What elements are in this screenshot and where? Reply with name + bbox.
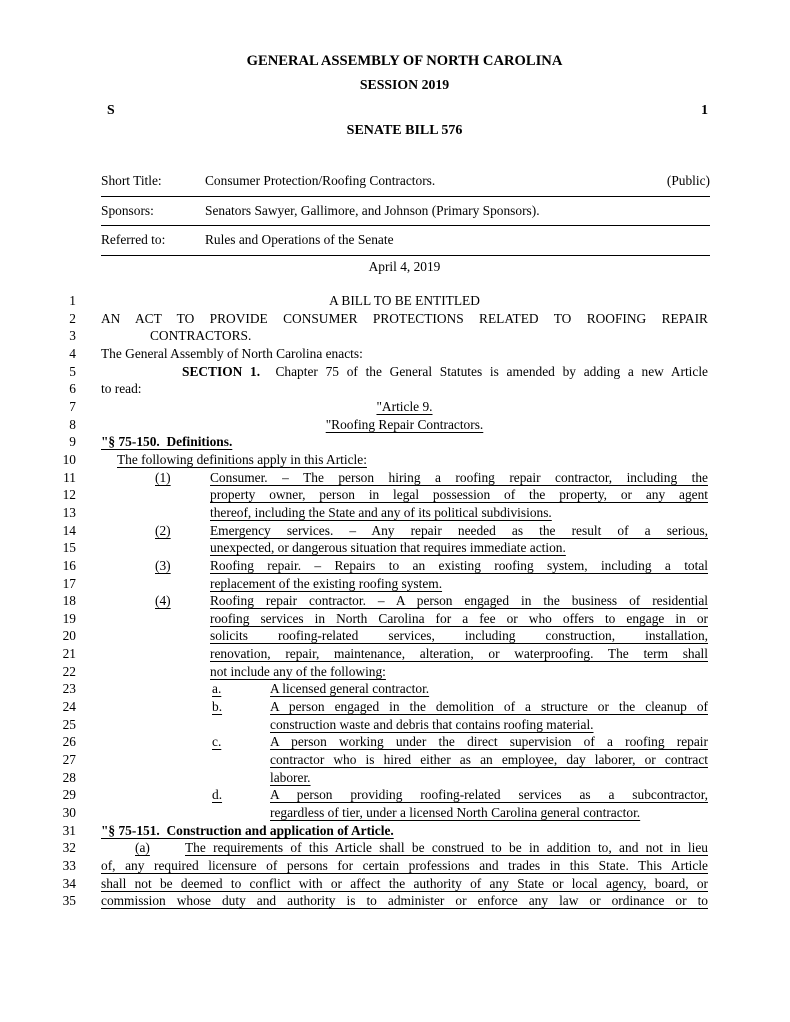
line-text	[210, 504, 708, 522]
line-number: 24	[62, 699, 76, 715]
line-text	[210, 645, 708, 663]
info-value: Rules and Operations of the Senate	[205, 232, 394, 248]
body-line	[0, 363, 790, 381]
body-line	[0, 769, 790, 787]
item-label: (3)	[155, 557, 171, 573]
item-label: b.	[212, 699, 223, 715]
assembly-title: GENERAL ASSEMBLY OF NORTH CAROLINA	[246, 53, 563, 69]
text-segment: regardless of tier, under a licensed North Carolina general contractor.	[270, 805, 641, 821]
text-segment: laborer.	[270, 769, 311, 785]
line-text	[210, 557, 708, 575]
line-number: 6	[69, 381, 76, 397]
text-segment: "§ 75-150. Definitions.	[101, 434, 233, 450]
line-text	[270, 786, 708, 804]
page-number: 1	[701, 102, 708, 117]
line-text	[101, 310, 708, 328]
line-text	[101, 857, 708, 875]
line-text	[210, 469, 708, 487]
line-number: 28	[62, 769, 76, 785]
line-number: 33	[62, 858, 76, 873]
text-segment: roofing services in North Carolina for a fee or who offers to engage in or	[210, 610, 708, 626]
line-text	[101, 892, 708, 910]
body-line	[0, 310, 790, 328]
body-line	[0, 504, 790, 522]
item-label: a.	[212, 681, 222, 697]
text-segment: Emergency services. – Any repair needed as the result of a serious,	[210, 522, 708, 538]
line-text	[117, 451, 708, 469]
text-segment: The requirements of this Article shall be construed to be in addition to, and not in lieu	[185, 840, 708, 856]
line-number: 35	[62, 893, 76, 909]
item-label: (2)	[155, 522, 171, 538]
info-row-sponsors	[101, 197, 710, 227]
line-number: 4	[69, 345, 76, 361]
body-line	[0, 398, 790, 416]
line-number: 25	[62, 716, 76, 732]
text-segment: The General Assembly of North Carolina enacts:	[101, 345, 363, 361]
line-number: 22	[62, 663, 76, 679]
line-number: 30	[62, 805, 76, 821]
info-value: Consumer Protection/Roofing Contractors.	[205, 173, 436, 189]
line-text	[210, 627, 708, 645]
line-text	[210, 539, 708, 557]
body-line	[0, 892, 790, 910]
line-number: 18	[62, 593, 76, 609]
line-text	[101, 433, 708, 451]
text-segment: to read:	[101, 381, 142, 397]
body-line	[0, 839, 790, 857]
text-segment: A BILL TO BE ENTITLED	[329, 293, 480, 308]
info-row-short-title	[101, 167, 710, 197]
body-line	[0, 804, 790, 822]
body-line	[0, 875, 790, 893]
line-number: 1	[69, 293, 76, 308]
info-label: Sponsors:	[101, 202, 154, 218]
line-number: 2	[69, 310, 76, 326]
line-number: 29	[62, 787, 76, 803]
line-number: 11	[63, 469, 76, 485]
text-segment: "Roofing Repair Contractors.	[325, 416, 484, 432]
line-text	[101, 822, 708, 840]
body-line	[0, 469, 790, 487]
line-text	[210, 575, 708, 593]
line-text	[150, 327, 708, 345]
body-line	[0, 575, 790, 593]
text-segment: CONTRACTORS.	[150, 328, 252, 344]
info-table	[101, 167, 710, 256]
text-segment: AN ACT TO PROVIDE CONSUMER PROTECTIONS RELATED TO ROOFING REPAIR	[101, 310, 708, 326]
text-segment: The following definitions apply in this Article:	[117, 451, 367, 467]
body-line	[0, 857, 790, 875]
line-text	[101, 416, 708, 434]
info-row-referred-to	[101, 226, 710, 256]
line-text	[101, 398, 708, 416]
line-text	[185, 839, 708, 857]
line-text	[101, 875, 708, 893]
body-line	[0, 698, 790, 716]
bill-body	[0, 292, 790, 910]
line-number: 12	[62, 487, 76, 503]
chamber-letter: S	[107, 102, 115, 117]
body-line	[0, 592, 790, 610]
info-value: Senators Sawyer, Gallimore, and Johnson (Primary Sponsors).	[205, 202, 540, 218]
text-segment: thereof, including the State and any of its political subdivisions.	[210, 504, 552, 520]
line-number: 19	[62, 610, 76, 626]
session-title: SESSION 2019	[359, 77, 450, 92]
line-number: 5	[69, 363, 76, 379]
line-text	[210, 592, 708, 610]
item-label: c.	[212, 734, 222, 750]
line-number: 13	[62, 504, 76, 520]
line-text	[270, 751, 708, 769]
body-line	[0, 645, 790, 663]
line-number: 10	[62, 451, 76, 467]
body-line	[0, 451, 790, 469]
line-number: 23	[62, 681, 76, 697]
line-number: 8	[69, 416, 76, 432]
line-number: 26	[62, 734, 76, 750]
line-text	[182, 363, 708, 381]
body-line	[0, 680, 790, 698]
line-text	[270, 769, 708, 787]
line-text	[101, 345, 708, 363]
body-line	[0, 327, 790, 345]
text-segment: of, any required licensure of persons for certain professions and trades in this State. This Article	[101, 858, 708, 873]
body-line	[0, 557, 790, 575]
item-label: (1)	[155, 469, 171, 485]
line-text	[210, 610, 708, 628]
text-segment: SECTION 1.	[182, 363, 261, 379]
line-number: 32	[62, 840, 76, 856]
body-line	[0, 751, 790, 769]
text-segment: commission whose duty and authority is to administer or enforce any law or ordinance or to	[101, 893, 708, 909]
text-segment: property owner, person in legal possession of the property, or any agent	[210, 487, 708, 503]
line-number: 7	[69, 398, 76, 414]
body-line	[0, 716, 790, 734]
text-segment: Roofing repair contractor. – A person engaged in the business of residential	[210, 593, 708, 609]
text-segment: construction waste and debris that contains roofing material.	[270, 716, 594, 732]
item-label: (4)	[155, 593, 171, 609]
body-line	[0, 733, 790, 751]
info-extra: (Public)	[666, 173, 710, 189]
line-number: 16	[62, 557, 76, 573]
info-label: Referred to:	[101, 232, 166, 248]
body-line	[0, 786, 790, 804]
body-line	[0, 433, 790, 451]
text-segment: A person working under the direct supervision of a roofing repair	[270, 734, 708, 750]
body-line	[0, 345, 790, 363]
text-segment: A person engaged in the demolition of a structure or the cleanup of	[270, 699, 708, 715]
text-segment: shall not be deemed to conflict with or affect the authority of any State or local agency, board, or	[101, 875, 708, 891]
line-number: 3	[69, 328, 76, 344]
text-segment: contractor who is hired either as an employee, day laborer, or contract	[270, 752, 708, 768]
line-number: 31	[62, 822, 76, 838]
text-segment: A person providing roofing-related services as a subcontractor,	[270, 787, 708, 803]
bill-date: April 4, 2019	[368, 259, 441, 274]
body-line	[0, 610, 790, 628]
body-line	[0, 416, 790, 434]
item-label: (a)	[135, 840, 150, 856]
line-number: 27	[62, 752, 76, 768]
text-segment: "Article 9.	[376, 398, 433, 414]
body-line	[0, 292, 790, 310]
text-segment: "§ 75-151. Construction and application of Article.	[101, 822, 394, 838]
body-line	[0, 822, 790, 840]
text-segment: solicits roofing-related services, including construction, installation,	[210, 628, 708, 644]
line-number: 9	[69, 434, 76, 450]
info-label: Short Title:	[101, 173, 162, 189]
text-segment: not include any of the following:	[210, 663, 386, 679]
body-line	[0, 539, 790, 557]
body-line	[0, 380, 790, 398]
text-segment: Chapter 75 of the General Statutes is amended by adding a new Article	[260, 363, 708, 379]
body-line	[0, 663, 790, 681]
line-text	[270, 804, 708, 822]
bill-number-title: SENATE BILL 576	[346, 123, 463, 138]
text-segment: Roofing repair. – Repairs to an existing roofing system, including a total	[210, 557, 708, 573]
text-segment: A licensed general contractor.	[270, 681, 430, 697]
item-label: d.	[212, 787, 223, 803]
line-number: 34	[62, 875, 76, 891]
text-segment: unexpected, or dangerous situation that requires immediate action.	[210, 540, 566, 556]
line-number: 21	[62, 646, 76, 662]
line-number: 14	[62, 522, 76, 538]
line-text	[270, 733, 708, 751]
line-text	[270, 716, 708, 734]
line-text	[210, 522, 708, 540]
body-line	[0, 627, 790, 645]
text-segment: replacement of the existing roofing system.	[210, 575, 443, 591]
text-segment: renovation, repair, maintenance, alteration, or waterproofing. The term shall	[210, 646, 708, 662]
line-text	[270, 680, 708, 698]
text-segment: Consumer. – The person hiring a roofing repair contractor, including the	[210, 469, 708, 485]
line-text	[270, 698, 708, 716]
line-text	[101, 380, 708, 398]
line-number: 17	[62, 575, 76, 591]
line-number: 20	[62, 628, 76, 644]
body-line	[0, 522, 790, 540]
body-line	[0, 486, 790, 504]
line-text	[210, 663, 708, 681]
line-number: 15	[62, 540, 76, 556]
line-text	[101, 292, 708, 310]
line-text	[210, 486, 708, 504]
